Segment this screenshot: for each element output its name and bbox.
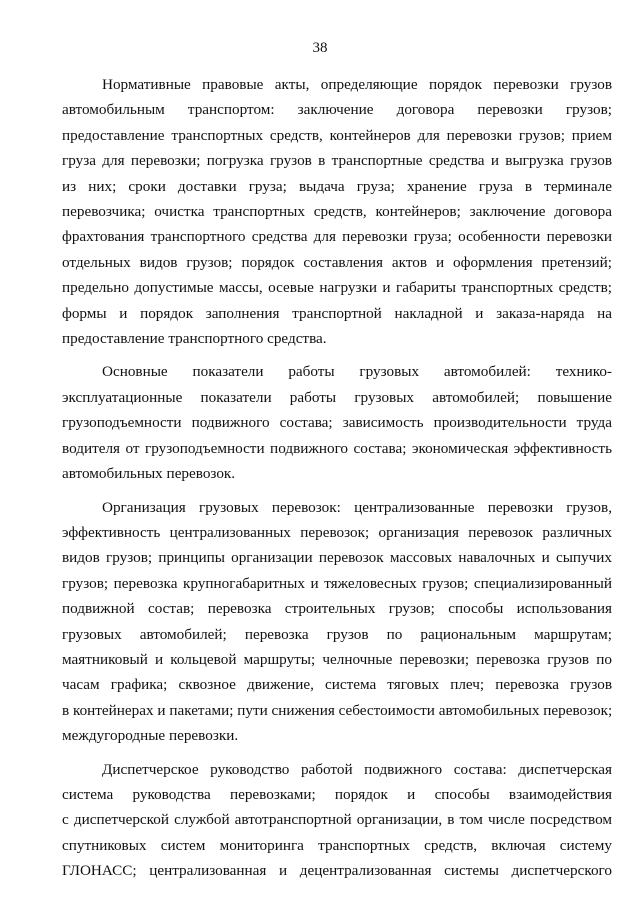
text-line: водителя от грузоподъемности подвижного состава; экономическая эффективность bbox=[62, 439, 612, 457]
paragraph bbox=[62, 359, 612, 486]
text-line: Диспетчерское руководство работой подвижного состава: диспетчерская bbox=[102, 760, 612, 778]
text-line: междугородные перевозки. bbox=[62, 727, 239, 745]
text-line: в контейнерах и пакетами; пути снижения себестоимости автомобильных перевозок; bbox=[62, 701, 613, 719]
text-line: видов грузов; принципы организации перевозок массовых навалочных и сыпучих bbox=[62, 549, 612, 567]
paragraph bbox=[62, 72, 612, 351]
paragraph-gap bbox=[62, 351, 612, 359]
text-line: из них; сроки доставки груза; выдача груза; хранение груза в терминале bbox=[62, 177, 612, 195]
paragraph bbox=[62, 757, 612, 884]
text-line: ГЛОНАСС; централизованная и децентрализованная системы диспетчерского bbox=[62, 862, 612, 880]
text-line: грузов; перевозка крупногабаритных и тяжеловесных грузов; специализированный bbox=[62, 574, 612, 592]
text-line: с диспетчерской службой автотранспортной организации, в том числе посредством bbox=[62, 811, 612, 829]
text-line: автомобильных перевозок. bbox=[62, 465, 236, 483]
text-line: маятниковый и кольцевой маршруты; челночные перевозки; перевозка грузов по bbox=[62, 650, 612, 668]
text-line: грузоподъемности подвижного состава; зависимость производительности труда bbox=[62, 414, 612, 432]
paragraph-gap bbox=[62, 487, 612, 495]
text-line: часам графика; сквозное движение, система тяговых плеч; перевозка грузов bbox=[62, 676, 612, 694]
text-line: формы и порядок заполнения транспортной накладной и заказа-наряда на bbox=[62, 304, 612, 322]
text-line: груза для перевозки; погрузка грузов в транспортные средства и выгрузка грузов bbox=[62, 152, 612, 170]
text-line: грузовых автомобилей; перевозка грузов по рациональным маршрутам; bbox=[62, 625, 612, 643]
text-line: предоставление транспортных средств, контейнеров для перевозки грузов; прием bbox=[62, 126, 612, 144]
document-body bbox=[62, 72, 612, 884]
text-line: подвижной состав; перевозка строительных грузов; способы использования bbox=[62, 600, 612, 618]
page-number: 38 bbox=[312, 40, 328, 56]
paragraph-gap bbox=[62, 749, 612, 757]
text-line: автомобильным транспортом: заключение договора перевозки грузов; bbox=[62, 101, 612, 119]
text-line: Основные показатели работы грузовых автомобилей: технико- bbox=[102, 363, 612, 381]
text-line: система руководства перевозками; порядок и способы взаимодействия bbox=[62, 785, 612, 803]
text-line: эксплуатационные показатели работы грузовых автомобилей; повышение bbox=[62, 388, 612, 406]
text-line: предельно допустимые массы, осевые нагрузки и габариты транспортных средств; bbox=[62, 279, 612, 297]
text-line: Нормативные правовые акты, определяющие порядок перевозки грузов bbox=[102, 76, 612, 93]
paragraph bbox=[62, 495, 612, 749]
text-line: спутниковых систем мониторинга транспортных средств, включая систему bbox=[62, 836, 612, 854]
text-line: предоставление транспортного средства. bbox=[62, 330, 327, 348]
text-line: отдельных видов грузов; порядок составления актов и оформления претензий; bbox=[62, 253, 612, 271]
text-line: эффективность централизованных перевозок; организация перевозок различных bbox=[62, 523, 612, 541]
text-line: перевозчика; очистка транспортных средств, контейнеров; заключение договора bbox=[62, 203, 612, 221]
text-line: Организация грузовых перевозок: централизованные перевозки грузов, bbox=[102, 498, 612, 516]
text-line: фрахтования транспортного средства для перевозки груза; особенности перевозки bbox=[62, 228, 612, 246]
